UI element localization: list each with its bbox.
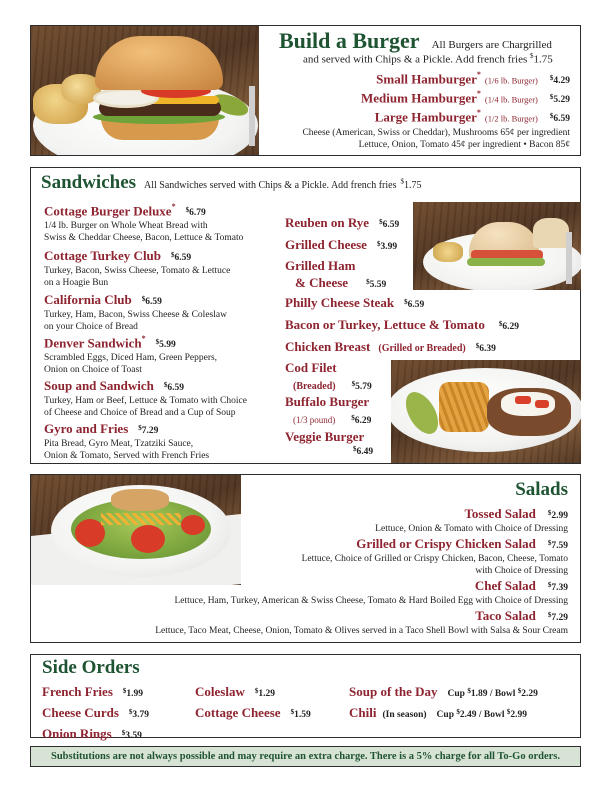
- sandwich-price: $6.29: [351, 414, 372, 426]
- sandwich-desc: Turkey, Bacon, Swiss Cheese, Tomato & Lettuce: [44, 266, 231, 276]
- salad-desc: with Choice of Dressing: [475, 566, 568, 576]
- burger-extras-1: Cheese (American, Swiss or Cheddar), Mushrooms 65¢ per ingredient: [302, 128, 570, 138]
- burger-item: [376, 70, 570, 88]
- side-item-chili: Chili (In season) Cup $2.49 / Bowl $2.99: [349, 705, 527, 720]
- sandwiches-title: Sandwiches: [41, 172, 137, 193]
- sandwich-desc: 1/4 lb. Burger on Whole Wheat Bread with: [44, 221, 208, 232]
- sandwich-price: $6.59: [379, 218, 400, 230]
- sandwich-price: $6.79: [185, 206, 206, 219]
- sides-col-1: [42, 682, 182, 745]
- burger-item-mark: *: [476, 70, 481, 79]
- salad-desc: Lettuce, Onion & Tomato with Choice of Dressing: [375, 524, 568, 534]
- sandwich-price: $6.59: [171, 251, 192, 263]
- sandwich-name: Gyro and Fries: [44, 421, 129, 436]
- burger-fries-price: 1.75: [533, 53, 553, 66]
- sandwich-note: (Breaded): [293, 381, 336, 392]
- burger-item-mark: *: [476, 89, 481, 98]
- salad-item: [302, 535, 568, 577]
- sides-col-2: [195, 682, 345, 724]
- sandwich-item: [285, 429, 373, 457]
- sandwich-price: $5.79: [351, 380, 372, 392]
- sandwich-desc: Swiss & Cheddar Cheese, Bacon, Lettuce & Tomato: [44, 233, 244, 244]
- sandwich-name: Cottage Burger Deluxe: [44, 203, 172, 219]
- burger-item-price: $4.29: [549, 74, 570, 87]
- sandwich-item: [44, 420, 284, 462]
- sandwich-name: Veggie Burger: [285, 429, 365, 444]
- sandwich-desc: Onion & Tomato, Served with French Fries: [44, 451, 210, 461]
- salads-section: [30, 474, 581, 643]
- salad-name: Chef Salad: [474, 578, 536, 593]
- burger-photo: [31, 26, 259, 155]
- sandwich-name: Soup and Sandwich: [44, 378, 154, 393]
- sandwich-item: [285, 316, 519, 334]
- salad-item: [155, 607, 568, 637]
- salad-item: [375, 505, 568, 535]
- sandwich-price: $7.29: [138, 424, 159, 436]
- side-item: Cottage Cheese $1.59: [195, 705, 311, 720]
- sandwich-price: $6.39: [475, 342, 496, 354]
- burger-section: [30, 25, 581, 156]
- sandwich-price: $6.59: [404, 298, 425, 310]
- burger-item-name: Medium Hamburger: [361, 90, 477, 106]
- sandwich-desc: Pita Bread, Gyro Meat, Tzatziki Sauce,: [44, 439, 194, 449]
- sandwich-desc: on a Hoagie Bun: [44, 278, 109, 288]
- sandwiches-fries-price: $1.75: [400, 177, 422, 191]
- sides-col-3: [349, 682, 579, 724]
- sandwich-item: [44, 291, 284, 334]
- burger-item-price: $5.29: [549, 93, 570, 106]
- salad-desc: Lettuce, Choice of Grilled or Crispy Chicken, Bacon, Cheese, Tomato: [301, 554, 568, 564]
- salad-price: $2.99: [547, 509, 568, 521]
- salad-price: $7.29: [547, 611, 568, 623]
- sandwich-price: $6.59: [141, 295, 162, 307]
- sides-title: Side Orders: [42, 657, 140, 678]
- burger-item-size: (1/6 lb. Burger): [484, 75, 538, 86]
- burger-tagline-2: [303, 52, 553, 66]
- burger-item-price: $6.59: [549, 112, 570, 125]
- sandwich-name: California Club: [44, 292, 132, 307]
- sandwich-desc: on your Choice of Bread: [44, 322, 138, 332]
- sandwich-price: $5.99: [155, 338, 176, 351]
- sandwich-desc: Turkey, Ham, Bacon, Swiss Cheese & Coleslaw: [44, 310, 227, 320]
- sandwich-mark: *: [141, 334, 146, 343]
- burger-item-name: Small Hamburger: [376, 71, 477, 87]
- side-item: Cheese Curds $3.79: [42, 705, 150, 720]
- sandwich-name: Denver Sandwich: [44, 335, 142, 351]
- salad-desc: Lettuce, Ham, Turkey, American & Swiss Cheese, Tomato & Hard Boiled Egg with Choice of Dressing: [174, 596, 568, 606]
- salad-name: Taco Salad: [475, 608, 536, 623]
- sandwich-name: Philly Cheese Steak: [285, 295, 395, 310]
- sandwich-price: $6.59: [163, 381, 184, 393]
- burger-extras-2: Lettuce, Onion, Tomato 45¢ per ingredient • Bacon 85¢: [358, 140, 570, 150]
- sandwich-item: [285, 360, 372, 394]
- salads-title: Salads: [515, 479, 568, 500]
- sandwich-name-line2: & Cheese: [295, 275, 349, 290]
- burger-item: [375, 108, 570, 126]
- side-item: Onion Rings $3.59: [42, 726, 142, 741]
- sandwich-item: [285, 258, 386, 292]
- sandwich-item: [285, 394, 371, 428]
- burger-item-name: Large Hamburger: [374, 109, 477, 125]
- salad-name: Tossed Salad: [464, 506, 536, 521]
- sandwich-desc: Onion on Choice of Toast: [44, 365, 142, 376]
- side-item-soup: Soup of the Day Cup $1.89 / Bowl $2.29: [349, 684, 538, 699]
- side-item: French Fries $1.99: [42, 684, 144, 699]
- sandwich-item: [285, 338, 496, 356]
- sandwich-name: Chicken Breast: [285, 339, 371, 354]
- salad-desc: Lettuce, Taco Meat, Cheese, Onion, Tomato & Olives served in a Taco Shell Bowl with Salsa & Sour Cream: [155, 626, 568, 636]
- burger-title: Build a Burger: [279, 28, 420, 53]
- sandwich-name: Grilled Cheese: [285, 237, 367, 252]
- sandwich-price: $6.29: [498, 320, 519, 332]
- burger-item-mark: *: [476, 108, 481, 117]
- sides-section: [30, 654, 581, 741]
- sandwiches-section: [30, 167, 581, 464]
- sandwich-desc: of Cheese and Choice of Bread and a Cup of Soup: [44, 408, 236, 418]
- burger-item-size: (1/4 lb. Burger): [484, 94, 538, 105]
- currency-symbol: $: [529, 52, 534, 60]
- sandwich-note: (Grilled or Breaded): [378, 343, 466, 354]
- sandwich-name: Buffalo Burger: [285, 394, 370, 409]
- substitution-notice: Substitutions are not always possible and may require an extra charge. There is a 5% charge for all To-Go orders.: [30, 746, 581, 767]
- salad-item: [174, 577, 568, 607]
- salad-name: Grilled or Crispy Chicken Salad: [356, 536, 536, 551]
- sandwich-desc: Turkey, Ham or Beef, Lettuce & Tomato with Choice: [44, 396, 247, 406]
- sandwich-desc: Scrambled Eggs, Diced Ham, Green Peppers,: [44, 353, 218, 364]
- club-sandwich-photo: [413, 202, 581, 290]
- sandwich-price: $5.59: [366, 278, 387, 290]
- burger-tagline-text: and served with Chips & a Pickle. Add french fries: [303, 53, 528, 66]
- salad-price: $7.39: [547, 581, 568, 593]
- sandwich-name: Cottage Turkey Club: [44, 248, 162, 263]
- burger-item-size: (1/2 lb. Burger): [484, 113, 538, 124]
- sandwich-price: $6.49: [353, 445, 374, 457]
- sandwich-item: [44, 377, 284, 420]
- sandwich-note: (1/3 pound): [293, 415, 336, 425]
- gyro-fries-photo: [391, 360, 581, 463]
- burger-item: [361, 89, 570, 107]
- sandwich-list-left: [44, 202, 284, 462]
- sandwich-item: [44, 247, 284, 291]
- sandwiches-tagline: All Sandwiches served with Chips & a Pickle. Add french fries: [144, 180, 397, 191]
- sandwich-name: Reuben on Rye: [285, 215, 370, 230]
- salad-price: $7.59: [547, 539, 568, 551]
- burger-tagline: All Burgers are Chargrilled: [431, 39, 552, 51]
- salad-photo: [31, 475, 241, 585]
- side-item: Coleslaw $1.29: [195, 684, 275, 699]
- sandwich-name: Bacon or Turkey, Lettuce & Tomato: [285, 317, 485, 332]
- sandwich-price: $3.99: [376, 240, 398, 252]
- sandwich-item: [285, 294, 424, 312]
- sandwich-item: [44, 334, 284, 377]
- sandwich-name: Grilled Ham: [285, 258, 356, 273]
- sandwich-mark: *: [171, 202, 176, 211]
- sandwich-item: [285, 236, 397, 254]
- sandwich-item: [285, 214, 399, 232]
- sandwich-item: [44, 202, 284, 247]
- sandwich-name: Cod Filet: [285, 360, 337, 375]
